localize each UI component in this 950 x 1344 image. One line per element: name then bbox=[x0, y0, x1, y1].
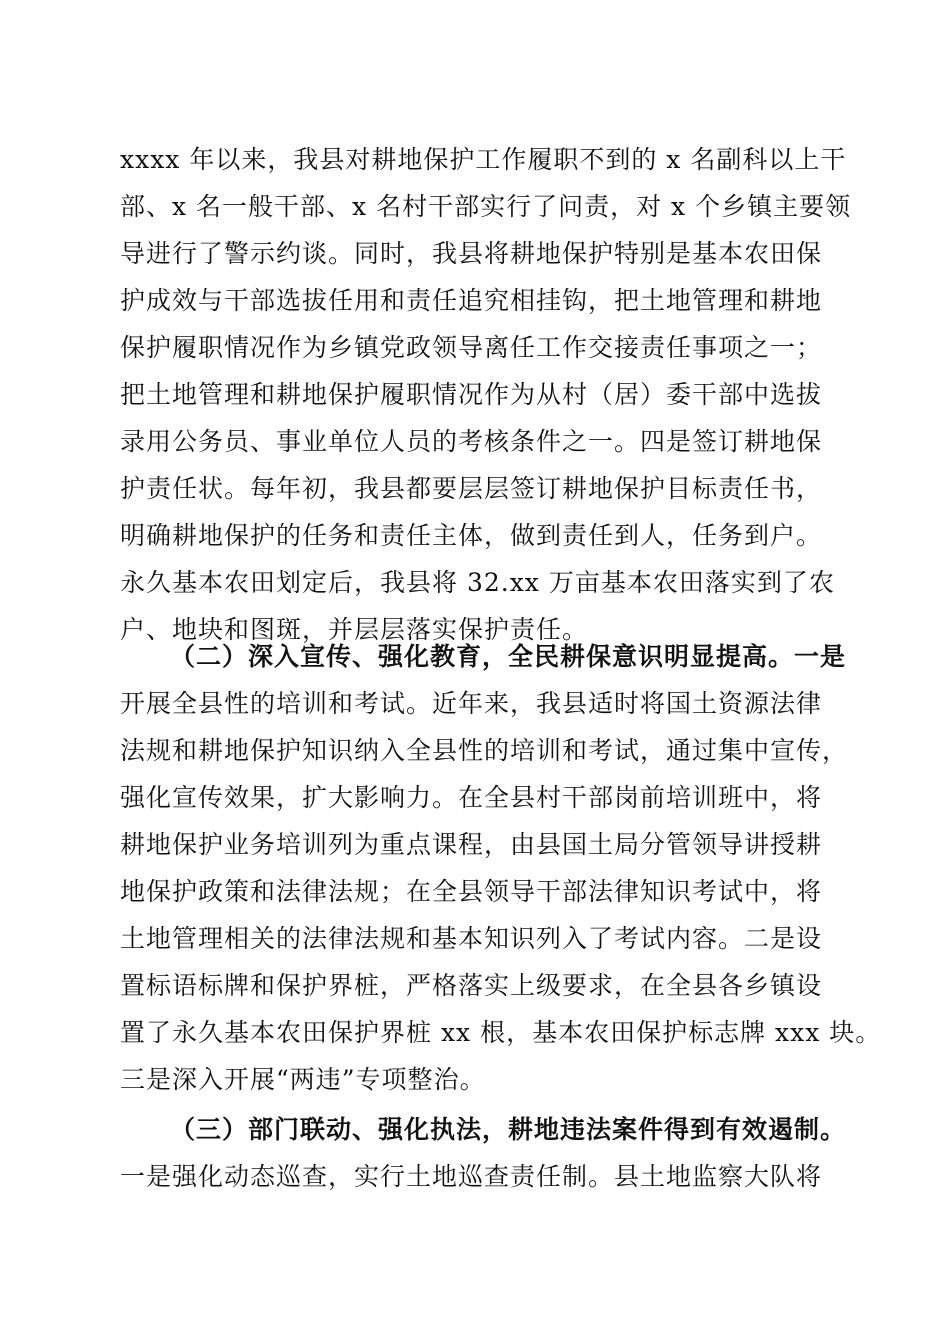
section-heading-3: （三）部门联动、强化执法，耕地违法案件得到有效遏制。 bbox=[170, 1115, 847, 1144]
text-line: 护责任状。每年初，我县都要层层签订耕地保护目标责任书， bbox=[120, 474, 823, 503]
text-line: 法规和耕地保护知识纳入全县性的培训和考试，通过集中宣传， bbox=[120, 736, 849, 765]
text-line: 护成效与干部选拔任用和责任追究相挂钩，把土地管理和耕地 bbox=[120, 286, 823, 315]
text-line: 录用公务员、事业单位人员的考核条件之一。四是签订耕地保 bbox=[120, 427, 823, 456]
text-line: 耕地保护业务培训列为重点课程，由县国土局分管领导讲授耕 bbox=[120, 830, 823, 859]
text-line: 土地管理相关的法律法规和基本知识列入了考试内容。二是设 bbox=[120, 924, 823, 953]
text-line: 部、x 名一般干部、x 名村干部实行了问责，对 x 个乡镇主要领 bbox=[120, 192, 852, 221]
text-line: xxxx 年以来，我县对耕地保护工作履职不到的 x 名副科以上干 bbox=[120, 145, 847, 174]
text-line: 置了永久基本农田保护界桩 xx 根，基本农田保护标志牌 xxx 块。 bbox=[120, 1018, 882, 1047]
text-line: 地保护政策和法律法规；在全县领导干部法律知识考试中，将 bbox=[120, 877, 823, 906]
text-line: 户、地块和图斑，并层层落实保护责任。 bbox=[120, 615, 589, 644]
text-line: 开展全县性的培训和考试。近年来，我县适时将国土资源法律 bbox=[120, 689, 823, 718]
text-line: 强化宣传效果，扩大影响力。在全县村干部岗前培训班中，将 bbox=[120, 783, 823, 812]
section-heading-2: （二）深入宣传、强化教育，全民耕保意识明显提高。一是 bbox=[170, 642, 847, 671]
text-line: 永久基本农田划定后，我县将 32.xx 万亩基本农田落实到了农 bbox=[120, 568, 835, 597]
text-line: 置标语标牌和保护界桩，严格落实上级要求，在全县各乡镇设 bbox=[120, 971, 823, 1000]
text-line: 保护履职情况作为乡镇党政领导离任工作交接责任事项之一； bbox=[120, 333, 823, 362]
text-line: 导进行了警示约谈。同时，我县将耕地保护特别是基本农田保 bbox=[120, 239, 823, 268]
text-line: 三是深入开展“两违”专项整治。 bbox=[120, 1065, 486, 1094]
text-line: 一是强化动态巡查，实行土地巡查责任制。县土地监察大队将 bbox=[120, 1162, 823, 1191]
text-line: 明确耕地保护的任务和责任主体，做到责任到人，任务到户。 bbox=[120, 521, 823, 550]
text-line: 把土地管理和耕地保护履职情况作为从村（居）委干部中选拔 bbox=[120, 380, 823, 409]
